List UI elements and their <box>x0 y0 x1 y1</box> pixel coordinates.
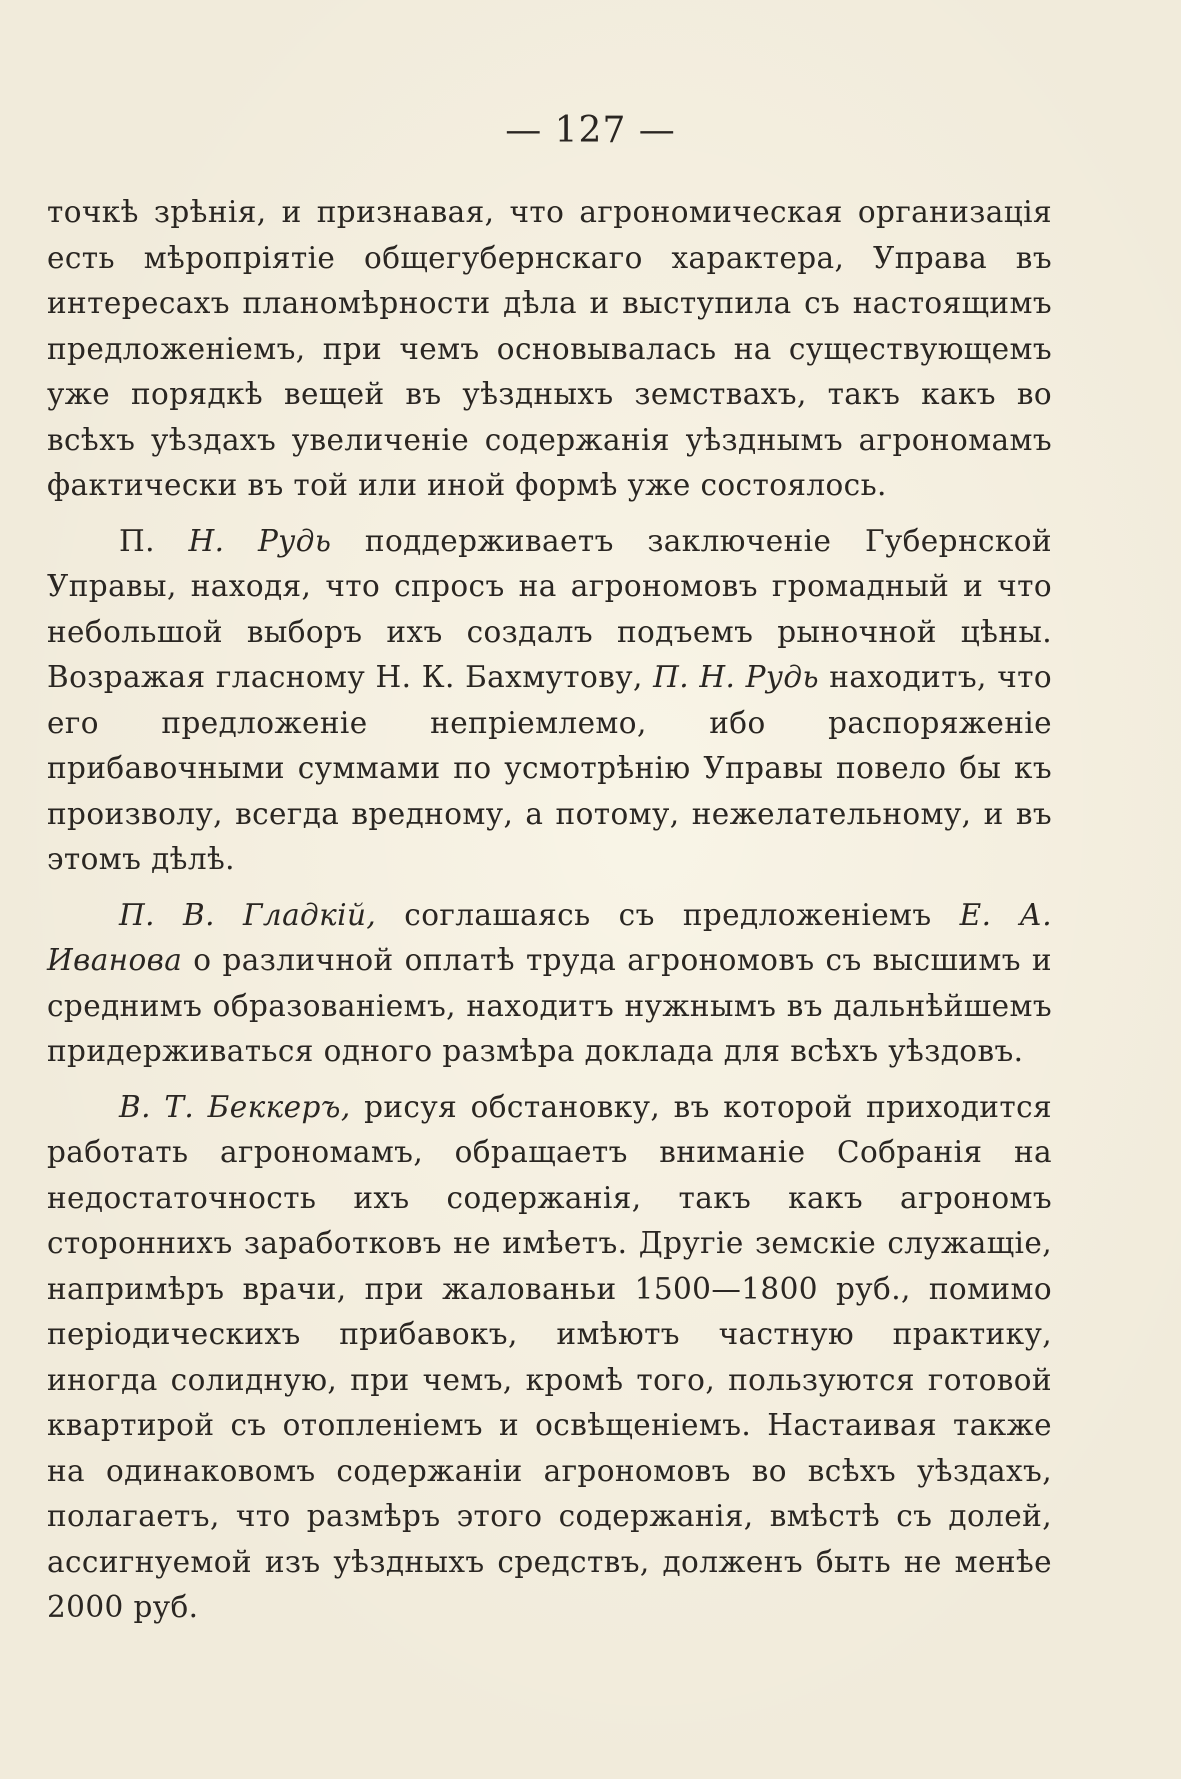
paragraph-text: находитъ, что его предложеніе непріемлемо, ибо распоряженіе прибавочными суммами по усмотрѣнію Управы повело бы къ произволу, всегда вредному, а потому, нежелательному, и въ этомъ дѣлѣ. <box>47 660 1052 876</box>
paragraph-1 <box>47 190 1052 509</box>
speaker-name: Н. Рудь <box>188 523 332 558</box>
paragraph-text: о различной оплатѣ труда агрономовъ съ высшимъ и среднимъ образованіемъ, находитъ нужнымъ въ дальнѣйшемъ придерживаться одного размѣра доклада для всѣхъ уѣздовъ. <box>47 943 1052 1068</box>
paragraph-text: поддерживаетъ заключеніе Губернской Управы, находя, что спросъ на агрономовъ громадный и что небольшой выборъ ихъ создалъ подъемъ рыночной цѣны. Возражая гласному Н. К. Бахмутову, <box>47 523 1052 694</box>
body-text <box>47 190 1052 1631</box>
referenced-name: Е. А. Иванова <box>47 897 1052 977</box>
speaker-name: В. Т. Беккеръ, <box>119 1089 351 1124</box>
page-number: — 127 — <box>505 110 676 151</box>
paragraph-text: рисуя обстановку, въ которой приходится работать агрономамъ, обращаетъ вниманіе Собранія на недостаточность ихъ содержанія, такъ какъ агрономъ стороннихъ заработковъ не имѣетъ. Другіе земскіе служащіе, напримѣръ врачи, при жалованьи 1500—1800 руб., помимо періодическихъ прибавокъ, имѣютъ частную практику, иногда солидную, при чемъ, кромѣ того, пользуются готовой квартирой съ отопленіемъ и освѣщеніемъ. Настаивая также на одинаковомъ содержаніи агрономовъ во всѣхъ уѣздахъ, полагаетъ, что размѣръ этого содержанія, вмѣстѣ съ долей, ассигнуемой изъ уѣздныхъ средствъ, долженъ быть не менѣе 2000 руб. <box>47 1089 1052 1624</box>
paragraph-2 <box>47 519 1052 883</box>
paragraph-text: точкѣ зрѣнія, и признавая, что агрономическая организація есть мѣропріятіе общегубернскаго характера, Управа въ интересахъ планомѣрности дѣла и выступила съ настоящимъ предложеніемъ, при чемъ основывалась на существующемъ уже порядкѣ вещей въ уѣздныхъ земствахъ, такъ какъ во всѣхъ уѣздахъ увеличеніе содержанія уѣзднымъ агрономамъ фактически въ той или иной формѣ уже состоялось. <box>47 195 1052 502</box>
paragraph-3 <box>47 893 1052 1075</box>
paragraph-4 <box>47 1085 1052 1631</box>
paragraph-text: соглашаясь съ предложеніемъ <box>376 897 960 932</box>
paragraph-text: П. <box>119 523 189 558</box>
speaker-name: П. Н. Рудь <box>653 660 819 694</box>
speaker-name: П. В. Гладкій, <box>119 897 377 932</box>
